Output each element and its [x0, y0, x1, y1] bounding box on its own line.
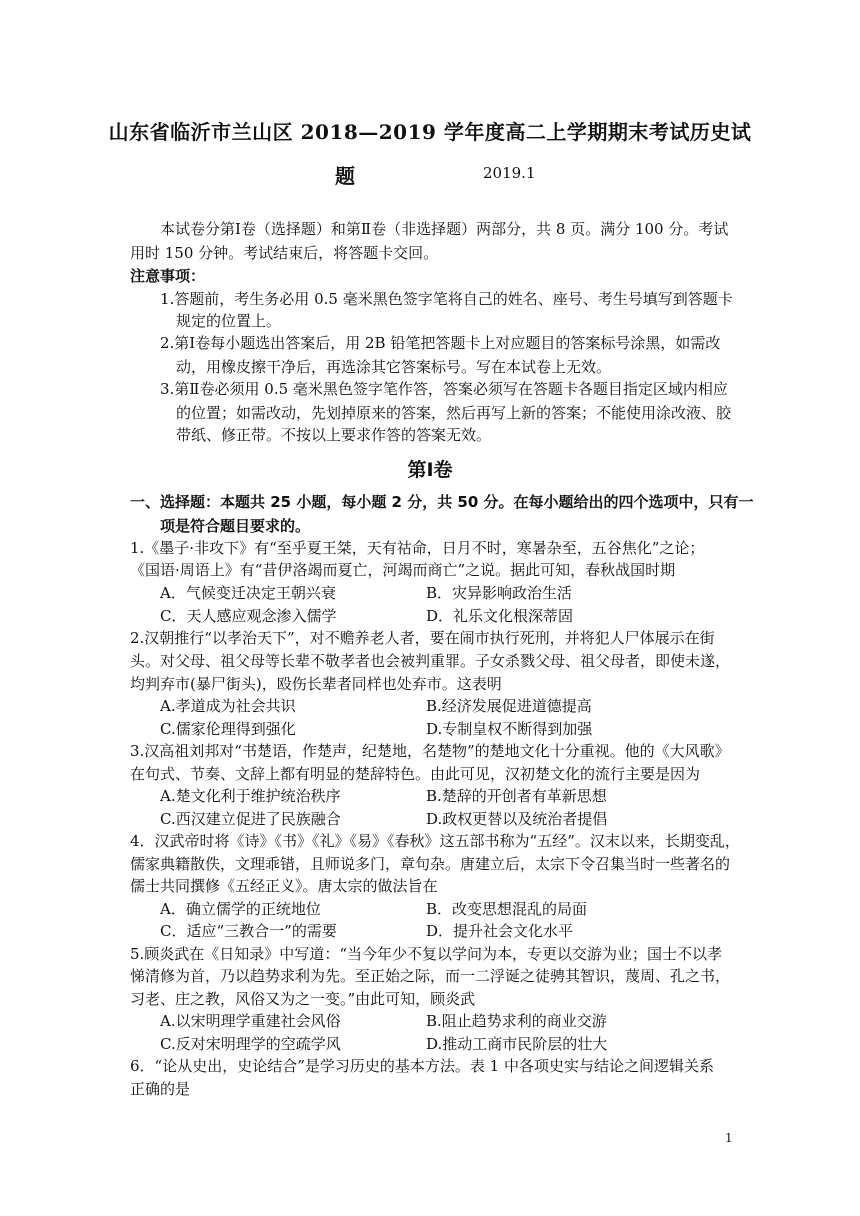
option-d: D.专制皇权不断得到加强 — [426, 720, 593, 738]
option-a: A．确立儒学的正统地位 — [160, 900, 321, 918]
note-line: 1.答题前，考生务必用 0.5 毫米黑色签字笔将自己的姓名、座号、考生号填写到答题卡 — [160, 290, 733, 308]
note-line: 带纸、修正带。不按以上要求作答的答案无效。 — [176, 426, 492, 444]
page-number: 1 — [725, 1131, 733, 1145]
option-b: B.阻止趋势求利的商业交游 — [426, 1012, 607, 1030]
section-title: 第Ⅰ卷 — [407, 459, 453, 481]
question-stem: 在句式、节奏、文辞上都有明显的楚辞特色。由此可见，汉初楚文化的流行主要是因为 — [130, 765, 701, 783]
exam-date: 2019.1 — [483, 164, 536, 182]
question-stem: 习老、庄之教，风俗又为之一变。”由此可知，顾炎武 — [130, 990, 476, 1008]
option-d: D.政权更替以及统治者提倡 — [426, 810, 608, 828]
question-stem: 4．汉武帝时将《诗》《书》《礼》《易》《春秋》这五部书称为“五经”。汉末以来，长期变乱， — [130, 832, 740, 850]
question-stem: 儒士共同撰修《五经正义》。唐太宗的做法旨在 — [130, 877, 438, 895]
intro-line: 本试卷分第Ⅰ卷（选择题）和第Ⅱ卷（非选择题）两部分，共 8 页。满分 100 分。考试 — [160, 220, 729, 238]
question-stem: 6．“论从史出，史论结合”是学习历史的基本方法。表 1 中各项史实与结论之间逻辑关系 — [130, 1057, 714, 1075]
note-line: 动，用橡皮擦干净后，再选涂其它答案标号。写在本试卷上无效。 — [176, 358, 612, 376]
notes-title: 注意事项： — [130, 267, 206, 285]
question-stem: 《国语·周语上》有“昔伊洛竭而夏亡，河竭而商亡”之说。据此可知，春秋战国时期 — [130, 561, 676, 579]
option-c: C.反对宋明理学的空疏学风 — [160, 1035, 341, 1053]
option-b: B．灾异影响政治生活 — [426, 584, 573, 602]
option-c: C．天人感应观念渗入儒学 — [160, 607, 337, 625]
question-stem: 1.《墨子·非攻下》有“至乎夏王桀，天有祜命，日月不时，寒暑杂至，五谷焦化”之论； — [130, 539, 705, 557]
note-line: 的位置；如需改动，先划掉原来的答案，然后再写上新的答案；不能使用涂改液、胶 — [176, 404, 732, 422]
section-instruction: 一、选择题：本题共 25 小题，每小题 2 分，共 50 分。在每小题给出的四个选项中，只有一 — [130, 493, 754, 511]
question-stem: 儒家典籍散佚，文理乖错，且师说多门，章句杂。唐建立后，太宗下令召集当时一些著名的 — [130, 855, 731, 873]
option-d: D．提升社会文化水平 — [426, 922, 574, 940]
exam-title-line1: 山东省临沂市兰山区 2018—2019 学年度高二上学期期末考试历史试 — [108, 120, 752, 144]
intro-line: 用时 150 分钟。考试结束后，将答题卡交回。 — [130, 244, 439, 262]
option-a: A.楚文化利于维护统治秩序 — [160, 787, 341, 805]
note-line: 3.第Ⅱ卷必须用 0.5 毫米黑色签字笔作答，答案必须写在答题卡各题目指定区域内相应 — [160, 380, 728, 398]
question-stem: 悌清修为首，乃以趋势求利为先。至正始之际，而一二浮诞之徒骋其智识，蔑周、孔之书， — [130, 967, 731, 985]
note-line: 规定的位置上。 — [176, 312, 282, 330]
section-instruction: 项是符合题目要求的。 — [160, 517, 311, 535]
option-d: D.推动工商市民阶层的壮大 — [426, 1035, 608, 1053]
option-b: B．改变思想混乱的局面 — [426, 900, 588, 918]
question-stem: 头。对父母、祖父母等长辈不敬孝者也会被判重罪。子女杀戮父母、祖父母者，即使未遂， — [130, 652, 731, 670]
option-c: C.西汉建立促进了民族融合 — [160, 810, 341, 828]
question-stem: 正确的是 — [130, 1080, 191, 1098]
option-d: D．礼乐文化根深蒂固 — [426, 607, 574, 625]
option-b: B.楚辞的开创者有革新思想 — [426, 787, 607, 805]
option-b: B.经济发展促进道德提高 — [426, 697, 592, 715]
question-stem: 2.汉朝推行“以孝治天下”，对不赡养老人者，要在闹市执行死刑，并将犯人尸体展示在街 — [130, 629, 715, 647]
option-a: A．气候变迁决定王朝兴衰 — [160, 584, 336, 602]
option-c: C.儒家伦理得到强化 — [160, 720, 296, 738]
question-stem: 均判弃市(暴尸街头)，殴伤长辈者同样也处弃市。这表明 — [130, 675, 502, 693]
option-a: A.孝道成为社会共识 — [160, 697, 296, 715]
option-c: C．适应“三教合一”的需要 — [160, 922, 337, 940]
question-stem: 5.顾炎武在《日知录》中写道：“当今年少不复以学问为本，专更以交游为业；国士不以孝 — [130, 945, 722, 963]
question-stem: 3.汉高祖刘邦对“书楚语，作楚声，纪楚地，名楚物”的楚地文化十分重视。他的《大风歌》 — [130, 742, 730, 760]
note-line: 2.第Ⅰ卷每小题选出答案后，用 2B 铅笔把答题卡上对应题目的答案标号涂黑，如需改 — [160, 334, 721, 352]
exam-title-line2: 题 — [335, 164, 355, 188]
option-a: A.以宋明理学重建社会风俗 — [160, 1012, 341, 1030]
